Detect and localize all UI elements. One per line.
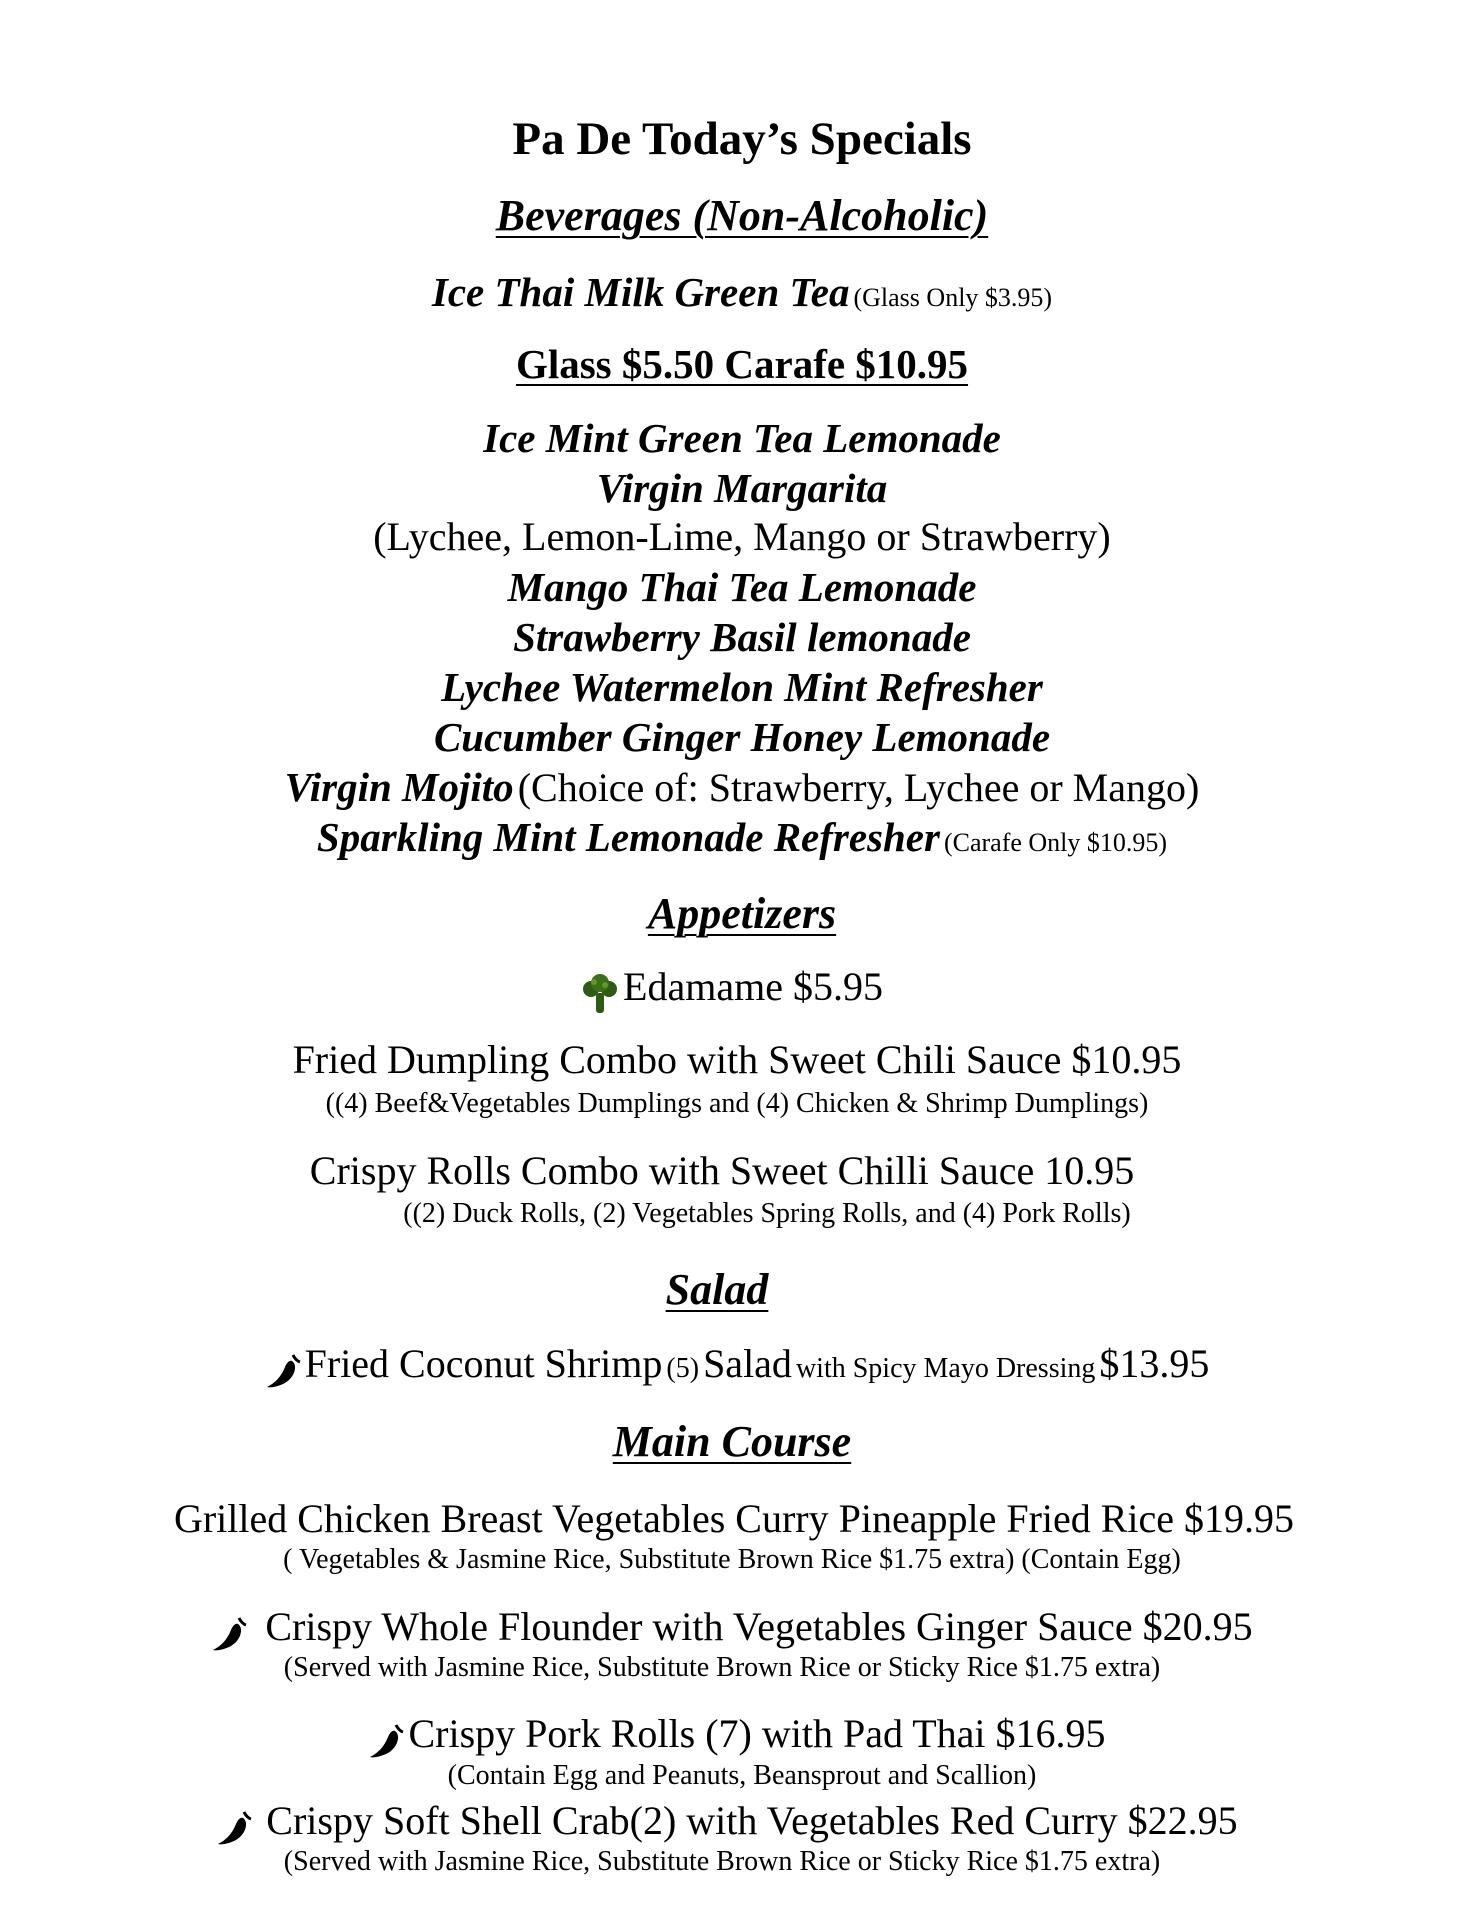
page-title: Pa De Today’s Specials [512, 113, 972, 165]
main-item-desc: (Served with Jasmine Rice, Substitute Brown Rice or Sticky Rice $1.75 extra) [283, 1846, 1161, 1877]
mojito-name: Virgin Mojito [284, 764, 514, 810]
main-item: Crispy Pork Rolls (7) with Pad Thai $16.95 [408, 1711, 1106, 1756]
main-course-heading: Main Course [612, 1417, 852, 1466]
edamame-line [0, 963, 1474, 1020]
main-item-line [0, 1797, 1469, 1853]
chili-pepper-icon [265, 1351, 305, 1396]
beverage-item-options: (Lychee, Lemon-Lime, Mango or Strawberry) [373, 514, 1111, 559]
beverages-heading: Beverages (Non-Alcoholic) [495, 191, 989, 240]
main-item-line [0, 1603, 1474, 1659]
main-item: Crispy Whole Flounder with Vegetables Ginger Sauce $20.95 [265, 1604, 1253, 1649]
beverage-item: Ice Mint Green Tea Lemonade [483, 415, 1001, 461]
rolls-desc: ((2) Duck Rolls, (2) Vegetables Spring Rolls, and (4) Pork Rolls) [403, 1198, 1131, 1229]
salad-item-name2: Salad [703, 1341, 792, 1386]
main-item-desc: (Contain Egg and Peanuts, Beansprout and Scallion) [447, 1760, 1037, 1791]
mojito-note: (Choice of: Strawberry, Lychee or Mango) [517, 765, 1200, 810]
appetizers-heading: Appetizers [647, 889, 837, 938]
broccoli-icon [581, 973, 619, 1020]
edamame-item: Edamame $5.95 [623, 964, 883, 1009]
thai-tea-name: Ice Thai Milk Green Tea [431, 269, 850, 315]
dumpling-item: Fried Dumpling Combo with Sweet Chili Sauce $10.95 [292, 1037, 1182, 1082]
mojito-line [0, 763, 1484, 811]
glass-carafe-price: Glass $5.50 Carafe $10.95 [515, 341, 969, 387]
thai-tea-note: (Glass Only $3.95) [853, 283, 1053, 312]
salad-item-note: with Spicy Mayo Dressing [795, 1353, 1096, 1384]
beverage-item: Virgin Margarita [596, 465, 888, 511]
main-item: Grilled Chicken Breast Vegetables Curry Pineapple Fried Rice $19.95 [173, 1496, 1295, 1541]
main-item-desc: (Served with Jasmine Rice, Substitute Brown Rice or Sticky Rice $1.75 extra) [283, 1652, 1161, 1683]
salad-item-name: Fried Coconut Shrimp [304, 1341, 663, 1386]
salad-heading: Salad [665, 1265, 769, 1314]
beverage-item: Lychee Watermelon Mint Refresher [441, 664, 1043, 710]
beverage-item: Mango Thai Tea Lemonade [507, 564, 977, 610]
salad-item-qty: (5) [666, 1353, 700, 1384]
beverage-item: Strawberry Basil lemonade [513, 614, 971, 660]
salad-line [0, 1340, 1479, 1396]
salad-item-price: $13.95 [1099, 1341, 1210, 1386]
sparkling-name: Sparkling Mint Lemonade Refresher [316, 814, 940, 860]
main-item: Crispy Soft Shell Crab(2) with Vegetables Red Curry $22.95 [266, 1798, 1238, 1843]
thai-tea-line [0, 268, 1484, 316]
rolls-item: Crispy Rolls Combo with Sweet Chilli Sauce 10.95 [309, 1148, 1135, 1193]
main-item-desc: ( Vegetables & Jasmine Rice, Substitute Brown Rice $1.75 extra) (Contain Egg) [283, 1544, 1181, 1575]
sparkling-note: (Carafe Only $10.95) [943, 828, 1168, 857]
main-item-line [0, 1710, 1479, 1766]
beverage-item: Cucumber Ginger Honey Lemonade [433, 714, 1051, 760]
dumpling-desc: ((4) Beef&Vegetables Dumplings and (4) Chicken & Shrimp Dumplings) [325, 1088, 1149, 1119]
sparkling-line [0, 813, 1484, 861]
